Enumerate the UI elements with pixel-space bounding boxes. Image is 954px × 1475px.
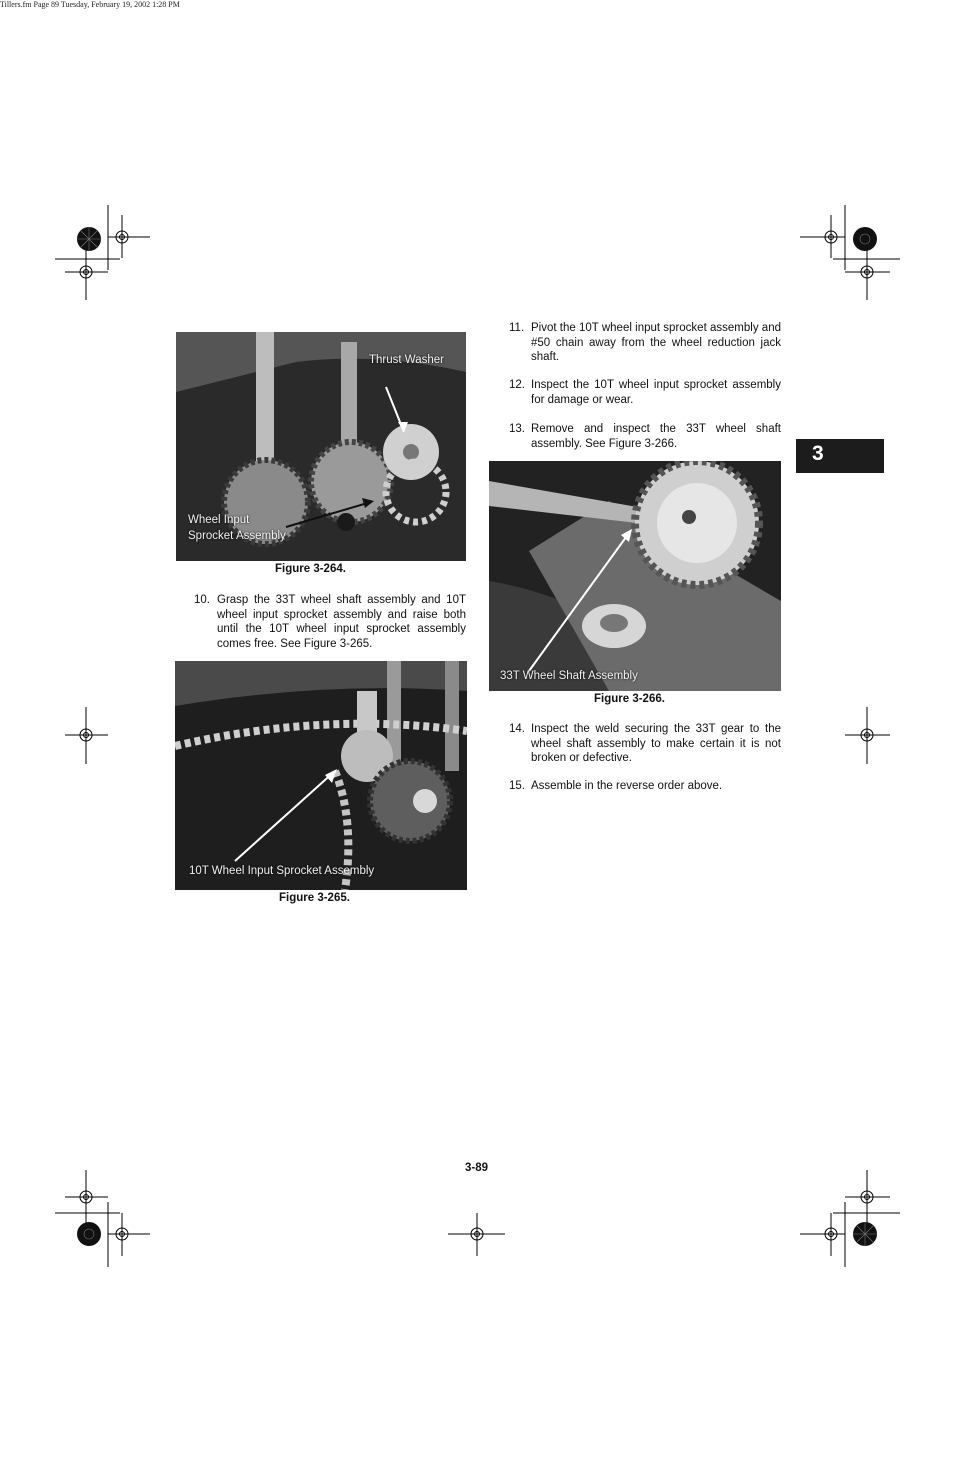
step-number: 14. — [509, 723, 525, 735]
label-sprocket-assembly: Sprocket Assembly — [188, 530, 286, 542]
step-13 — [509, 422, 781, 452]
figure-264-photo — [176, 332, 466, 561]
figure-265-photo — [175, 661, 467, 890]
label-10t-sprocket: 10T Wheel Input Sprocket Assembly — [189, 865, 375, 877]
step-12 — [509, 378, 781, 408]
step-14 — [509, 722, 781, 767]
chapter-number: 3 — [812, 442, 824, 465]
step-15 — [509, 779, 781, 795]
step-text: Grasp the 33T wheel shaft assembly and 10T wheel input sprocket assembly and raise both until the 10T wheel input sprocket assembly comes free. See Figure 3-265. — [217, 594, 466, 650]
step-text: Inspect the weld securing the 33T gear to the wheel shaft assembly to make certain it is not broken or defective. — [531, 723, 781, 764]
figure-265-illustration — [175, 661, 467, 890]
step-number: 15. — [509, 780, 525, 792]
label-33t-wheel-shaft: 33T Wheel Shaft Assembly — [500, 670, 638, 682]
figure-265-caption: Figure 3-265. — [279, 892, 350, 904]
step-number: 12. — [509, 379, 525, 391]
figure-264-caption: Figure 3-264. — [275, 563, 346, 575]
step-text: Remove and inspect the 33T wheel shaft assembly. See Figure 3-266. — [531, 423, 781, 450]
step-text: Inspect the 10T wheel input sprocket assembly for damage or wear. — [531, 379, 781, 406]
step-10 — [194, 593, 466, 653]
step-text: Pivot the 10T wheel input sprocket assembly and #50 chain away from the wheel reduction jack shaft. — [531, 322, 781, 363]
chapter-tab — [796, 439, 884, 473]
file-slug: Tillers.fm Page 89 Tuesday, February 19, 2002 1:28 PM — [0, 0, 180, 9]
label-wheel-input: Wheel Input — [188, 514, 250, 526]
figure-266-photo — [489, 461, 781, 691]
figure-266-caption: Figure 3-266. — [594, 693, 665, 705]
figure-266-illustration — [489, 461, 781, 691]
step-number: 13. — [509, 423, 525, 435]
label-thrust-washer: Thrust Washer — [369, 354, 444, 366]
step-text: Assemble in the reverse order above. — [531, 780, 723, 792]
step-number: 11. — [509, 322, 525, 334]
page-number: 3-89 — [465, 1162, 489, 1174]
step-number: 10. — [194, 594, 210, 606]
step-11 — [509, 321, 781, 366]
